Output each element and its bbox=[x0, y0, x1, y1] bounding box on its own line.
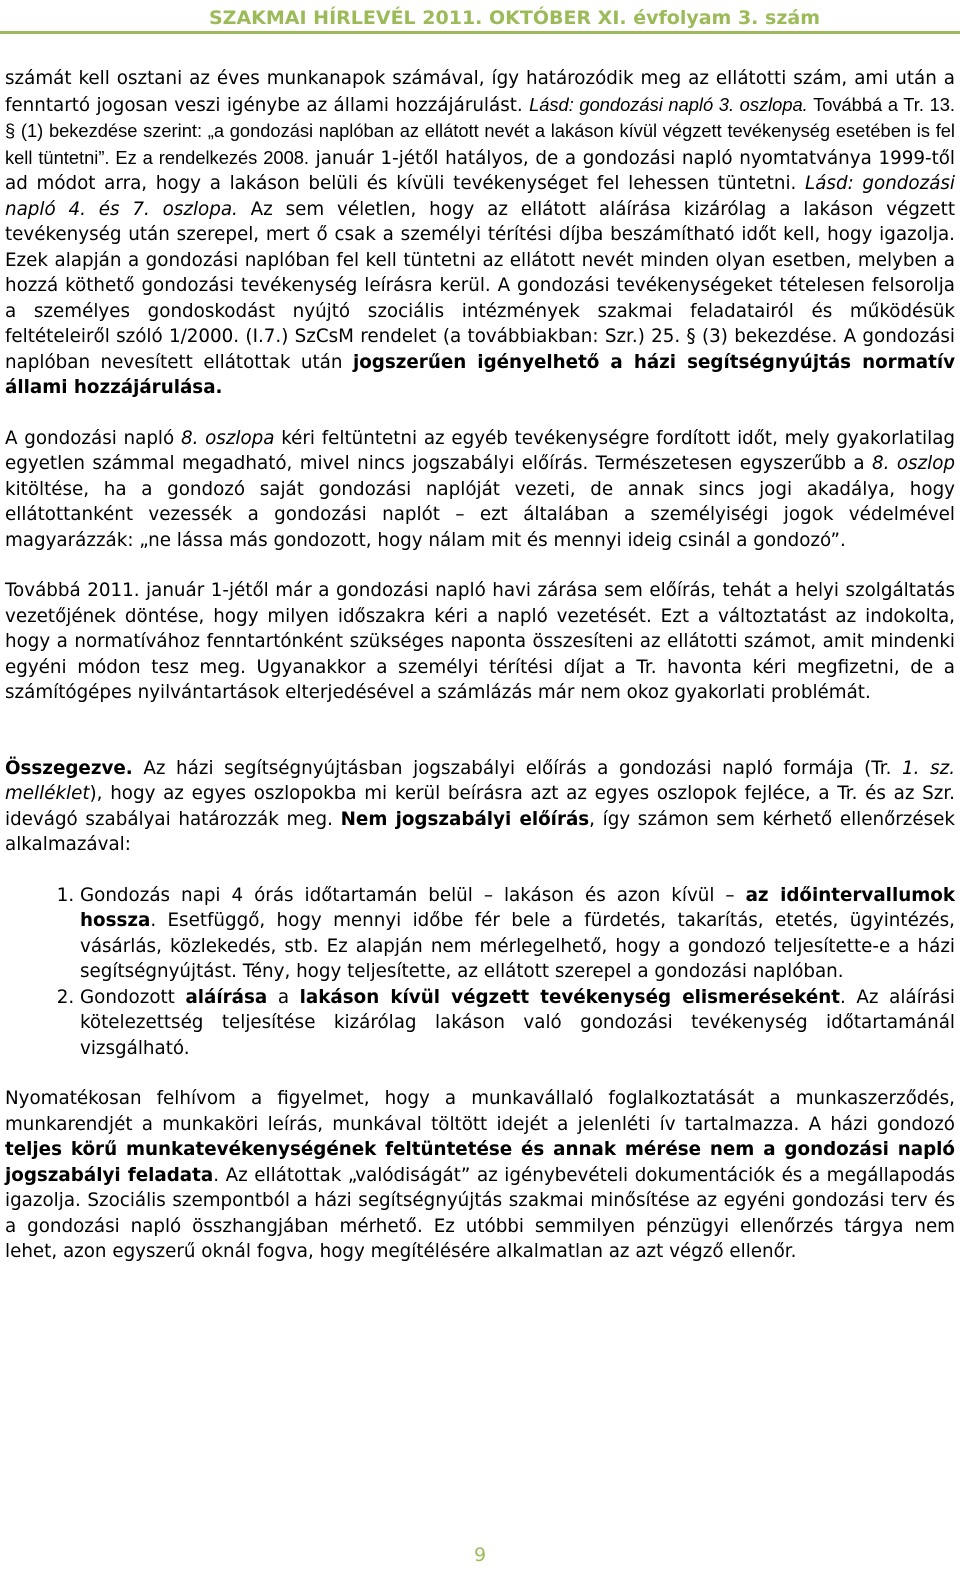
text-run: számát kell osztani az éves munkanapok számával, így határozódik meg az ellátotti szám, ami után a fenntartó jogosan veszi igénybe az állami hozzájárulást. bbox=[5, 68, 955, 116]
text-run: Továbbá a Tr. 13. § (1) bekezdése szerint: „a gondozási naplóban az ellátott nevét a lakáson kívül végzett tevékenység esetében is fel kell tüntetni”. Ez a rendelkezés 2008. bbox=[5, 93, 955, 168]
list-item bbox=[80, 985, 955, 1062]
text-run: Az házi segítségnyújtásban jogszabályi előírás a gondozási napló formája (Tr. bbox=[132, 757, 903, 779]
emphasis-bold: teljes körű munkatevékenységének feltüntetése és annak mérése nem a gondozási napló jogszabályi feladata bbox=[5, 1139, 955, 1186]
text-run: kéri feltüntetni az egyéb tevékenységre fordított időt, mely gyakorlatilag egyetlen számmal megadható, mivel nincs jogszabályi előírás. Természetesen egyszerűbb a bbox=[5, 427, 956, 474]
reference-italic: 8. oszlopa bbox=[180, 427, 275, 449]
emphasis-bold: aláírása bbox=[185, 986, 268, 1008]
reference-italic: Lásd: gondozási napló 3. oszlopa. bbox=[529, 93, 808, 115]
text-run: A gondozási napló bbox=[5, 427, 181, 449]
text-run: Nyomatékosan felhívom a figyelmet, hogy a munkavállaló foglalkoztatását a munkaszerződés, munkarendjét a munkaköri leírás, munkával töltött idejét a jelenléti ív tartalmazza. A házi gondozó bbox=[5, 1088, 955, 1135]
text-run: Az sem véletlen, hogy az ellátott aláírása kizárólag a lakáson végzett tevékenység után szerepel, mert ő csak a személyi térítési díjba beszámítható időt kell, hogy igazolja. Ezek alapján a gondozási naplóban fel kell tüntetni az ellátott nevét minden olyan esetben, melyben a hozzá köthető gondozási tevékenység leírásra kerül. A gondozási tevékenységeket tételesen felsorolja a személyes gondoskodást nyújtó szociális intézmények szakmai feladatairól és működésük feltételeiről szóló 1/2000. (I.7.) SzCsM rendelet (a továbbiakban: Szr.) 25. § (3) bekezdése. A gondozási naplóban nevesített ellátottak után bbox=[5, 198, 955, 373]
text-run: Gondozott bbox=[80, 986, 186, 1008]
text-run: . Az ellátottak „valódiságát” az igénybevételi dokumentációk és a megállapodás igazolja. Szociális szempontból a házi segítségnyújtás szakmai minősítése az egyéni gondozási terv és a gondozási napló összhangjában mérhető. Ez utóbbi semmilyen pénzügyi ellenőrzés tárgya nem lehet, azon egyszerű oknál fogva, hogy megítélésére alkalmatlan az azt végző ellenőr. bbox=[5, 1164, 955, 1262]
text-run: január 1-jétől hatályos, de a gondozási napló nyomtatványa 1999-től ad módot arra, hogy a lakáson belüli és kívüli tevékenységet fel lehessen tüntetni. bbox=[5, 147, 955, 194]
paragraph-1 bbox=[5, 66, 955, 401]
text-run: a bbox=[267, 986, 300, 1008]
text-run: , így számon sem kérhető ellenőrzések alkalmazával: bbox=[5, 808, 955, 855]
text-run: . Esetfüggő, hogy mennyi időbe fér bele a fürdetés, takarítás, etetés, ügyintézés, vásárlás, közlekedés, stb. Ez alapján nem mérlegelhető, hogy a gondozó teljesítette-e a házi segítségnyújtást. Tény, hogy teljesítette, az ellátott szerepel a gondozási naplóban. bbox=[80, 910, 955, 982]
text-run: . Az aláírási kötelezettség teljesítése kizárólag lakáson való gondozási tevékenység időtartamánál vizsgálható. bbox=[80, 986, 955, 1059]
list-item bbox=[80, 883, 955, 985]
text-run: ), hogy az egyes oszlopokba mi kerül beírásra azt az egyes oszlopok fejléce, a Tr. és az Szr. idevágó szabályai határozzák meg. bbox=[5, 783, 955, 830]
reference-italic: 8. oszlop bbox=[872, 453, 955, 474]
paragraph-2 bbox=[5, 426, 955, 554]
page-number: 9 bbox=[473, 1544, 487, 1566]
summary-label: Összegezve. bbox=[5, 757, 133, 779]
paragraph-5 bbox=[5, 1086, 955, 1265]
paragraph-summary bbox=[5, 756, 955, 858]
emphasis-bold: lakáson kívül végzett tevékenység elismeréseként bbox=[299, 986, 840, 1008]
text-run: kitöltése, ha a gondozó saját gondozási naplóját vezeti, de annak sincs jogi akadálya, hogy ellátottanként vezessék a gondozási naplót – ezt általában a személyiségi jogok védelmével magyarázzák: „ne lássa más gondozott, hogy nálam mit és mennyi ideig csinál a gondozó”. bbox=[5, 478, 955, 551]
newsletter-header: SZAKMAI HÍRLEVÉL 2011. OKTÓBER XI. évfolyam 3. szám bbox=[0, 4, 960, 34]
emphasis-bold: Nem jogszabályi előírás bbox=[340, 808, 590, 830]
reference-italic: Lásd: gondozási napló 4. és 7. oszlopa. bbox=[5, 173, 955, 220]
text-run: Gondozás napi 4 órás időtartamán belül – lakáson és azon kívül – bbox=[80, 884, 746, 906]
article-body bbox=[5, 66, 955, 1265]
reference-italic: 1. sz. melléklet bbox=[5, 757, 956, 804]
emphasis-bold: jogszerűen igényelhető a házi segítségnyújtás normatív állami hozzájárulása. bbox=[5, 351, 955, 398]
emphasis-bold: az időintervallumok hossza bbox=[80, 884, 955, 931]
numbered-list bbox=[5, 883, 955, 1062]
paragraph-3: Továbbá 2011. január 1-jétől már a gondozási napló havi zárása sem előírás, tehát a helyi szolgáltatás vezetőjének döntése, hogy milyen időszakra kéri a napló vezetését. Ezt a változtatást az indokolta, hogy a normatívához fenntartónként szükséges naponta összesíteni az ellátotti számot, amit mindenki egyéni módon tesz meg. Ugyanakkor a személyi térítési díjat a Tr. havonta kéri megfizetni, de a számítógépes nyilvántartások elterjedésével a számlázás már nem okoz gyakorlati problémát. bbox=[5, 580, 955, 703]
